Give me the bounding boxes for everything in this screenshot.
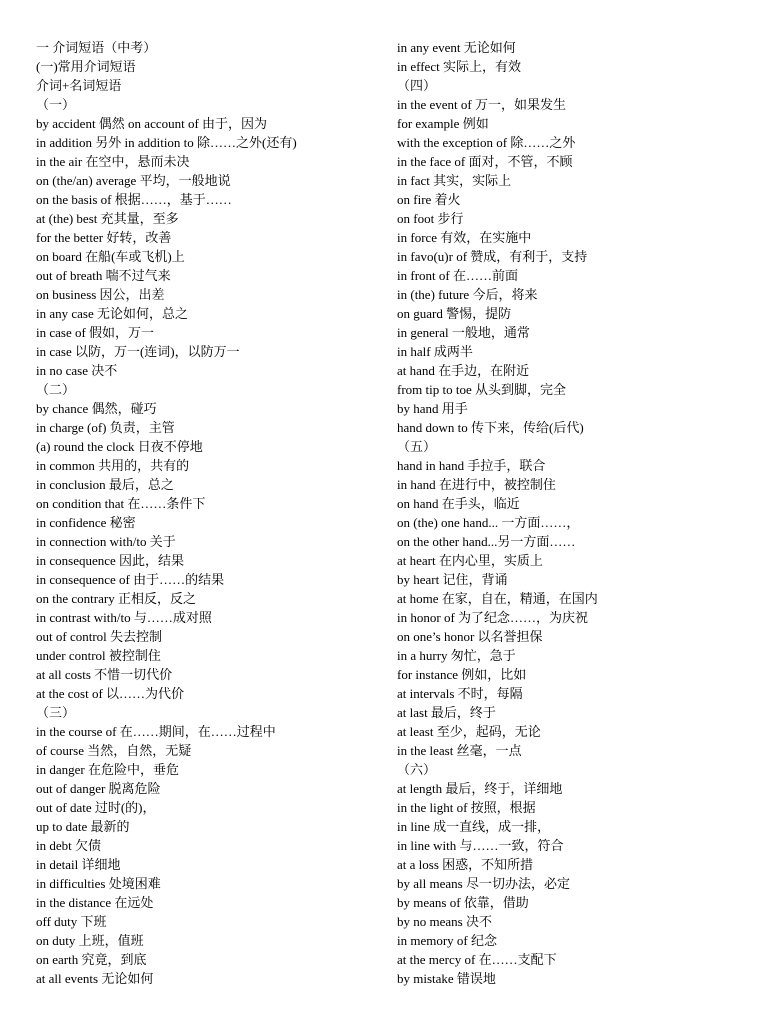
left-column-line: in detail 详细地: [36, 857, 121, 872]
left-column-line: on earth 究竟，到底: [36, 952, 147, 967]
right-column-line: in honor of 为了纪念……，为庆祝: [397, 610, 589, 625]
right-column-line: with the exception of 除……之外: [397, 135, 576, 150]
right-column-line: （六）: [397, 762, 437, 777]
left-column-line: out of breath 喘不过气来: [36, 268, 171, 283]
right-column-line: at least 至少，起码，无论: [397, 724, 541, 739]
left-column-line: on condition that 在……条件下: [36, 496, 206, 511]
left-column-line: （一）: [36, 97, 76, 112]
left-column-line: in case of 假如，万一: [36, 325, 155, 340]
left-column-line: in the distance 在远处: [36, 895, 154, 910]
right-column-line: in the face of 面对，不管，不顾: [397, 154, 573, 169]
left-column-line: on the basis of 根据……，基于……: [36, 192, 232, 207]
left-column-line: on duty 上班，值班: [36, 933, 144, 948]
left-column-line: by accident 偶然 on account of 由于，因为: [36, 116, 268, 131]
left-column-line: out of control 失去控制: [36, 629, 163, 644]
right-column-line: by no means 决不: [397, 914, 492, 929]
right-column-line: in a hurry 匆忙，急于: [397, 648, 516, 663]
left-column-line: in case 以防，万一(连词)，以防万一: [36, 344, 240, 359]
right-column-line: at length 最后，终于，详细地: [397, 781, 563, 796]
right-column-line: in front of 在……前面: [397, 268, 518, 283]
right-column-line: in effect 实际上，有效: [397, 59, 521, 74]
right-column-line: in fact 其实，实际上: [397, 173, 512, 188]
left-column-line: out of danger 脱离危险: [36, 781, 161, 796]
right-column-line: from tip to toe 从头到脚，完全: [397, 382, 566, 397]
right-column-line: （五）: [397, 439, 437, 454]
right-column-line: in the light of 按照，根据: [397, 800, 536, 815]
right-column-line: by hand 用手: [397, 401, 468, 416]
left-column-line: under control 被控制住: [36, 648, 161, 663]
right-column-line: for instance 例如，比如: [397, 667, 527, 682]
left-column-line: in no case 决不: [36, 363, 118, 378]
left-column-line: in connection with/to 关于: [36, 534, 176, 549]
right-column-line: at heart 在内心里，实质上: [397, 553, 543, 568]
left-column-line: (a) round the clock 日夜不停地: [36, 439, 203, 454]
right-column-line: for example 例如: [397, 116, 489, 131]
right-column-line: in any event 无论如何: [397, 40, 516, 55]
left-column-line: in charge (of) 负责，主管: [36, 420, 175, 435]
left-column-line: on (the/an) average 平均，一般地说: [36, 173, 231, 188]
left-column-line: for the better 好转，改善: [36, 230, 172, 245]
left-column-line: on the contrary 正相反，反之: [36, 591, 196, 606]
left-column-line: in difficulties 处境困难: [36, 876, 161, 891]
left-column-line: 一 介词短语（中考）: [36, 40, 157, 55]
right-column-line: by all means 尽一切办法，必定: [397, 876, 570, 891]
left-column-line: in the air 在空中，悬而未决: [36, 154, 190, 169]
left-column-line: by chance 偶然，碰巧: [36, 401, 157, 416]
right-column-line: by mistake 错误地: [397, 971, 496, 986]
left-column-line: 介词+名词短语: [36, 78, 122, 93]
right-column-line: in (the) future 今后，将来: [397, 287, 538, 302]
left-column-line: in confidence 秘密: [36, 515, 136, 530]
left-column-line: in consequence of 由于……的结果: [36, 572, 225, 587]
left-column-line: in contrast with/to 与……成对照: [36, 610, 212, 625]
left-column-line: at all events 无论如何: [36, 971, 154, 986]
right-column-line: in hand 在进行中，被控制住: [397, 477, 556, 492]
left-column-line: up to date 最新的: [36, 819, 130, 834]
right-column-line: on guard 警惕，提防: [397, 306, 512, 321]
left-column-line: in addition 另外 in addition to 除……之外(还有): [36, 135, 297, 150]
right-column-line: in half 成两半: [397, 344, 473, 359]
left-column-line: off duty 下班: [36, 914, 107, 929]
right-column-line: on hand 在手头，临近: [397, 496, 520, 511]
right-column-line: on fire 着火: [397, 192, 461, 207]
left-column-line: （三）: [36, 705, 76, 720]
right-column-line: in line with 与……一致，符合: [397, 838, 564, 853]
left-column-line: in consequence 因此，结果: [36, 553, 185, 568]
right-column-line: at hand 在手边，在附近: [397, 363, 530, 378]
right-column-line: hand down to 传下来，传给(后代): [397, 420, 584, 435]
left-column-line: on business 因公，出差: [36, 287, 165, 302]
right-column-line: in line 成一直线，成一排，: [397, 819, 551, 834]
right-column-line: （四）: [397, 78, 437, 93]
right-column-line: by heart 记住，背诵: [397, 572, 508, 587]
left-column-line: (一)常用介词短语: [36, 59, 136, 74]
left-column-line: in debt 欠债: [36, 838, 101, 853]
left-column-line: on board 在船(车或飞机)上: [36, 249, 185, 264]
left-column-line: in conclusion 最后，总之: [36, 477, 174, 492]
right-column-line: at the mercy of 在……支配下: [397, 952, 557, 967]
right-column-line: in favo(u)r of 赞成，有利于，支持: [397, 249, 588, 264]
left-column-line: in danger 在危险中，垂危: [36, 762, 179, 777]
left-column-line: out of date 过时(的)，: [36, 800, 156, 815]
left-column-line: at the cost of 以……为代价: [36, 686, 185, 701]
right-column-line: at intervals 不时，每隔: [397, 686, 523, 701]
right-column-line: by means of 依靠，借助: [397, 895, 529, 910]
left-column-line: in any case 无论如何，总之: [36, 306, 189, 321]
right-column-line: in general 一般地，通常: [397, 325, 530, 340]
left-column: [36, 38, 386, 988]
right-column-line: at a loss 困惑，不知所措: [397, 857, 534, 872]
right-column-line: in the event of 万一，如果发生: [397, 97, 566, 112]
right-column-line: on the other hand...另一方面……: [397, 534, 576, 549]
right-column-line: at last 最后，终于: [397, 705, 496, 720]
left-column-line: at all costs 不惜一切代价: [36, 667, 173, 682]
right-column-line: in the least 丝毫，一点: [397, 743, 522, 758]
right-column-line: on (the) one hand... 一方面……，: [397, 515, 580, 530]
right-column-line: on one’s honor 以名誉担保: [397, 629, 543, 644]
right-column-line: in force 有效，在实施中: [397, 230, 532, 245]
right-column-line: hand in hand 手拉手，联合: [397, 458, 546, 473]
right-column-line: in memory of 纪念: [397, 933, 498, 948]
left-column-line: in the course of 在……期间，在……过程中: [36, 724, 276, 739]
right-column-line: on foot 步行: [397, 211, 464, 226]
right-column: [397, 38, 747, 988]
left-column-line: of course 当然，自然，无疑: [36, 743, 192, 758]
left-column-line: in common 共用的，共有的: [36, 458, 190, 473]
left-column-line: （二）: [36, 382, 76, 397]
left-column-line: at (the) best 充其量，至多: [36, 211, 179, 226]
right-column-line: at home 在家，自在，精通，在国内: [397, 591, 598, 606]
